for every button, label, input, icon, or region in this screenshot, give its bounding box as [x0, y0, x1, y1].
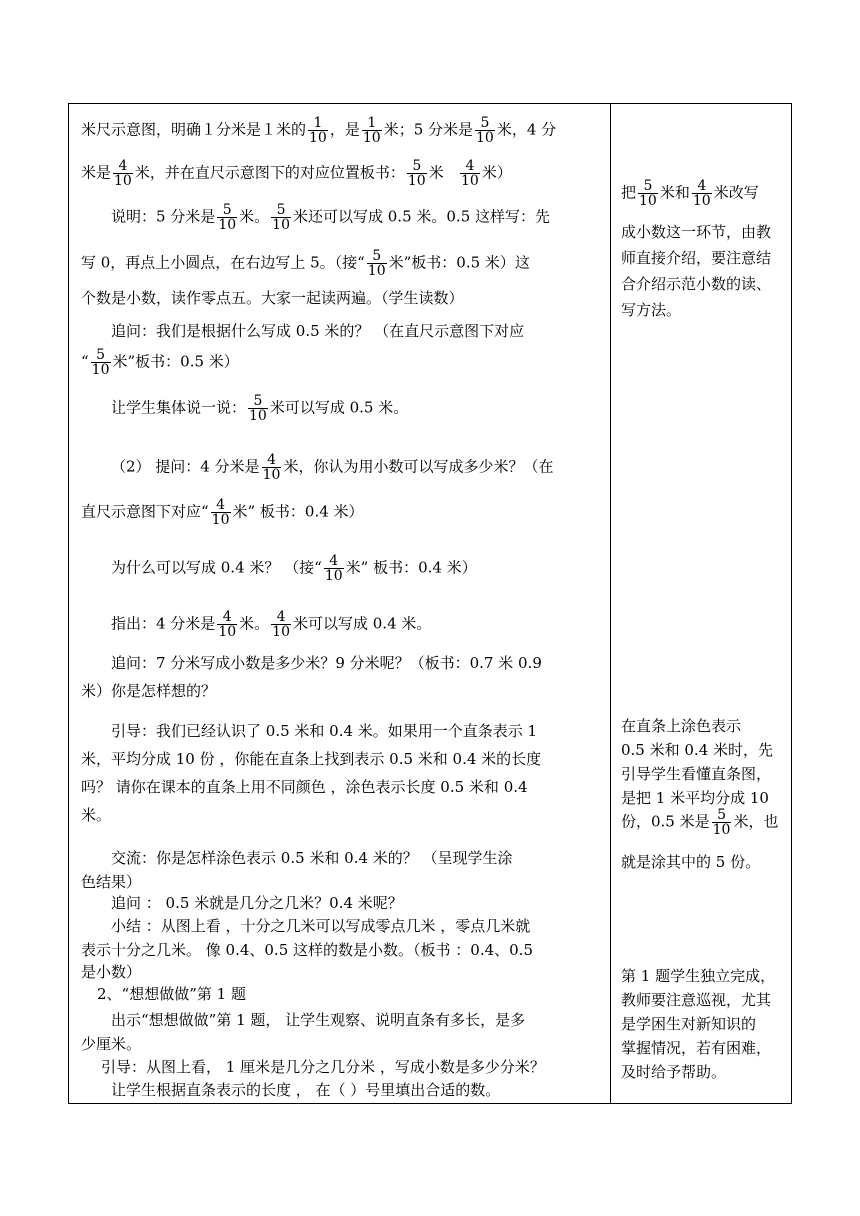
fraction-denominator: 10 [218, 624, 237, 640]
fraction-denominator: 10 [309, 130, 327, 146]
main-line-25: 2、“想想做做”第 1 题 [97, 985, 246, 1003]
main-line-10: 直尺示意图下对应“ $\frac{4}{10}$ 米” 板书：0.4 米） [81, 497, 364, 528]
main-line-21: 追问 ： 0.5 米就是几分之几米？0.4 米呢？ [111, 894, 403, 912]
main-line-17: 吗？ 请你在课本的直条上用不同颜色 ，涂色表示长度 0.5 米和 0.4 [81, 778, 528, 796]
fraction [692, 179, 712, 208]
fraction-numerator: 4 [217, 610, 237, 625]
side-note-1-line-4: 合介绍示范小数的读、 [621, 275, 772, 293]
main-line-2: 米是 $\frac{4}{10}$ 米，并在直尺示意图下的对应位置板书： $\frac{5}{10}$ 米 $\frac{4}{10}$ 米） [81, 158, 512, 189]
main-line-11: 为什么可以写成 0.4 米？ （接“ $\frac{4}{10}$ 米” 板书：0.4 米） [111, 553, 477, 584]
fraction-numerator: 5 [91, 348, 111, 363]
fraction [475, 116, 495, 145]
fraction [271, 203, 291, 232]
fraction-denominator: 10 [272, 624, 290, 640]
fraction-denominator: 10 [712, 822, 731, 838]
fraction-numerator: 1 [308, 116, 328, 131]
fraction [271, 610, 291, 639]
main-line-4: 写 0，再点上小圆点，在右边写上 5。（接“ $\frac{5}{10}$ 米”板书：0.5 米）这 [81, 248, 530, 279]
fraction [712, 808, 732, 837]
main-line-29: 让学生根据直条表示的长度 ， 在（ ）号里填出合适的数。 [111, 1081, 501, 1099]
main-line-3: 说明：5 分米是 $\frac{5}{10}$ 米。 $\frac{5}{10}$ 米还可以写成 0.5 米。0.5 这样写：先 [111, 202, 550, 233]
fraction-numerator: 5 [475, 116, 495, 131]
side-note-2-line-5: 份，0.5 米是 $\frac{5}{10}$ 米，也 [621, 807, 779, 838]
fraction-numerator: 4 [460, 159, 480, 174]
fraction-numerator: 4 [324, 554, 344, 569]
fraction-denominator: 10 [461, 173, 479, 189]
main-line-20: 色结果） [81, 873, 142, 891]
side-note-3-line-3: 是学困生对新知识的 [621, 1015, 757, 1033]
fraction [91, 348, 111, 377]
fraction [217, 610, 237, 639]
fraction-denominator: 10 [476, 130, 494, 146]
main-line-12: 指出：4 分米是 $\frac{4}{10}$ 米。 $\frac{4}{10}$ 米可以写成 0.4 米。 [111, 609, 432, 640]
fraction-denominator: 10 [91, 362, 110, 378]
lesson-plan-table [68, 103, 792, 1104]
fraction-numerator: 1 [362, 116, 382, 131]
main-line-9: （2） 提问：4 分米是 $\frac{4}{10}$ 米，你认为用小数可以写成多少米？（在 [111, 452, 554, 483]
fraction-numerator: 4 [211, 498, 231, 513]
fraction-numerator: 4 [113, 159, 133, 174]
fraction-denominator: 10 [218, 217, 237, 233]
main-line-22: 小结 ：从图上看 ，十分之几米可以写成零点几米 ，零点几米就 [111, 917, 531, 935]
side-note-1-line-5: 写方法。 [621, 301, 682, 319]
fraction [362, 116, 382, 145]
fraction-numerator: 5 [217, 203, 237, 218]
main-line-18: 米。 [81, 806, 112, 824]
main-line-15: 引导：我们已经认识了 0.5 米和 0.4 米。如果用一个直条表示 1 [111, 722, 538, 740]
fraction-numerator: 5 [248, 394, 268, 409]
main-line-1: 米尺示意图，明确１分米是１米的 $\frac{1}{10}$ ，是 $\frac{1}{10}$ 米；5 分米是 $\frac{5}{10}$ 米，4 分 [81, 115, 557, 146]
side-note-1-line-1: 把 $\frac{5}{10}$ 米和 $\frac{4}{10}$ 米改写 [621, 178, 759, 209]
fraction-numerator: 5 [407, 159, 427, 174]
fraction [367, 249, 387, 278]
fraction [248, 394, 268, 423]
fraction [217, 203, 237, 232]
main-line-16: 米，平均分成 10 份 ，你能在直条上找到表示 0.5 米和 0.4 米的长度 [81, 750, 542, 768]
fraction-denominator: 10 [262, 467, 281, 483]
fraction-numerator: 4 [692, 179, 712, 194]
main-line-24: 是小数） [81, 963, 142, 981]
fraction-denominator: 10 [114, 173, 132, 189]
main-line-19: 交流：你是怎样涂色表示 0.5 米和 0.4 米的？ （呈现学生涂 [111, 849, 513, 867]
fraction-denominator: 10 [272, 217, 290, 233]
main-line-26: 出示“想想做做”第 1 题， 让学生观察、说明直条有多长，是多 [111, 1011, 526, 1029]
fraction [113, 159, 133, 188]
fraction [324, 554, 344, 583]
fraction-numerator: 4 [262, 453, 282, 468]
side-note-2-line-2: 0.5 米和 0.4 米时，先 [621, 741, 774, 759]
fraction-denominator: 10 [324, 568, 343, 584]
side-note-2-line-1: 在直条上涂色表示 [621, 717, 742, 735]
fraction-denominator: 10 [692, 193, 711, 209]
side-note-1-line-2: 成小数这一环节，由教 [621, 223, 772, 241]
fraction-denominator: 10 [211, 512, 230, 528]
main-line-23: 表示十分之几米。 像 0.4、0.5 这样的数是小数。（板书 ：0.4、0.5 [81, 941, 533, 959]
main-line-13: 追问：7 分米写成小数是多少米？9 分米呢？（板书：0.7 米 0.9 [111, 654, 542, 672]
main-line-5: 个数是小数，读作零点五。大家一起读两遍。（学生读数） [81, 289, 464, 307]
main-line-14: 米）你是怎样想的？ [81, 682, 217, 700]
side-note-2-line-3: 引导学生看懂直条图， [621, 765, 772, 783]
main-line-28: 引导：从图上看， 1 厘米是几分之几分米 ，写成小数是多少分米？ [101, 1058, 545, 1076]
main-line-6: 追问：我们是根据什么写成 0.5 米的？ （在直尺示意图下对应 [111, 322, 525, 340]
fraction-numerator: 4 [271, 610, 291, 625]
fraction-numerator: 5 [367, 249, 387, 264]
fraction [638, 179, 658, 208]
fraction [262, 453, 282, 482]
fraction [308, 116, 328, 145]
fraction [211, 498, 231, 527]
fraction-denominator: 10 [407, 173, 426, 189]
side-note-1-line-3: 师直接介绍，要注意结 [621, 249, 772, 267]
fraction-numerator: 5 [638, 179, 658, 194]
side-note-2-line-4: 是把 1 米平均分成 10 [621, 789, 769, 807]
fraction-denominator: 10 [362, 130, 381, 146]
side-note-3-line-4: 掌握情况，若有困难， [621, 1039, 772, 1057]
column-divider [610, 104, 611, 1103]
fraction [460, 159, 480, 188]
side-note-3-line-1: 第 1 题学生独立完成， [621, 967, 776, 985]
side-note-3-line-2: 教师要注意巡视，尤其 [621, 991, 772, 1009]
fraction-denominator: 10 [249, 408, 267, 424]
main-line-27: 少厘米。 [81, 1035, 142, 1053]
main-line-7: “ $\frac{5}{10}$ 米”板书：0.5 米） [81, 347, 239, 378]
main-line-8: 让学生集体说一说： $\frac{5}{10}$ 米可以写成 0.5 米。 [111, 393, 409, 424]
fraction [407, 159, 427, 188]
side-note-2-line-6: 就是涂其中的 5 份。 [621, 853, 761, 871]
side-note-3-line-5: 及时给予帮助。 [621, 1063, 727, 1081]
fraction-numerator: 5 [271, 203, 291, 218]
fraction-denominator: 10 [639, 193, 657, 209]
fraction-numerator: 5 [712, 808, 732, 823]
fraction-denominator: 10 [367, 263, 386, 279]
